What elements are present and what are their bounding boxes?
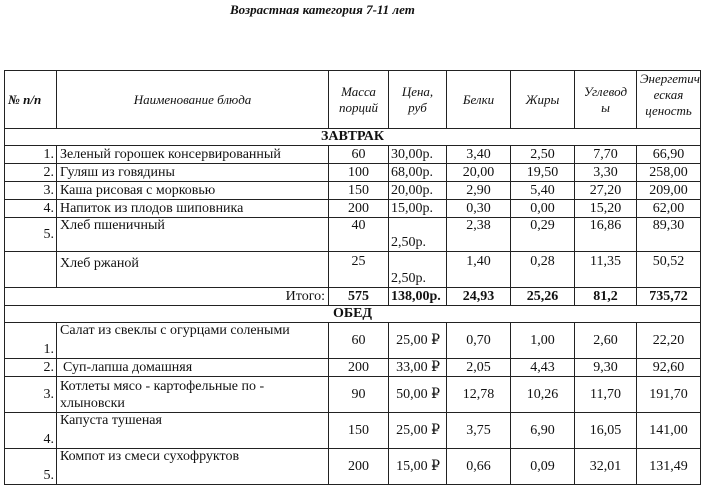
row-name: Салат из свеклы с огурцами солеными — [57, 323, 329, 359]
row-energy: 131,49 — [637, 449, 701, 485]
header-name: Наименование блюда — [57, 71, 329, 129]
row-energy: 66,90 — [637, 146, 701, 164]
row-price: 15,00 ₽ — [389, 449, 447, 485]
total-fat: 25,26 — [511, 288, 575, 306]
row-carbs: 3,30 — [575, 164, 637, 182]
table-row — [5, 413, 701, 449]
table-row — [5, 200, 701, 218]
total-row — [5, 288, 701, 306]
total-price: 138,00р. — [389, 288, 447, 306]
row-name: Каша рисовая с морковью — [57, 182, 329, 200]
section-lunch — [5, 306, 701, 323]
row-num: 5. — [5, 218, 57, 252]
section-title: ОБЕД — [5, 306, 701, 323]
row-mass: 25 — [329, 252, 389, 288]
row-fat: 1,00 — [511, 323, 575, 359]
row-energy: 258,00 — [637, 164, 701, 182]
row-num: 5. — [5, 449, 57, 485]
row-carbs: 16,05 — [575, 413, 637, 449]
section-breakfast — [5, 129, 701, 146]
row-fat: 0,00 — [511, 200, 575, 218]
row-energy: 50,52 — [637, 252, 701, 288]
row-protein: 2,38 — [447, 218, 511, 252]
row-protein: 3,75 — [447, 413, 511, 449]
row-fat: 0,29 — [511, 218, 575, 252]
row-mass: 200 — [329, 449, 389, 485]
row-price: 33,00 ₽ — [389, 359, 447, 377]
row-mass: 90 — [329, 377, 389, 413]
row-name: Хлеб ржаной — [57, 252, 329, 288]
age-category-subtitle: Возрастная категория 7-11 лет — [230, 2, 415, 17]
row-num: 2. — [5, 164, 57, 182]
header-row — [5, 71, 701, 129]
row-fat: 0,28 — [511, 252, 575, 288]
row-energy: 62,00 — [637, 200, 701, 218]
row-protein: 3,40 — [447, 146, 511, 164]
header-num: № п/п — [5, 71, 57, 129]
row-price: 30,00р. — [389, 146, 447, 164]
header-energy: Энергетич еская ценость — [637, 71, 701, 129]
row-carbs: 32,01 — [575, 449, 637, 485]
row-num: 3. — [5, 182, 57, 200]
header-protein: Белки — [447, 71, 511, 129]
table-row — [5, 182, 701, 200]
total-carbs: 81,2 — [575, 288, 637, 306]
row-mass: 40 — [329, 218, 389, 252]
row-carbs: 11,70 — [575, 377, 637, 413]
row-protein: 0,30 — [447, 200, 511, 218]
table-row — [5, 164, 701, 182]
row-price: 20,00р. — [389, 182, 447, 200]
row-mass: 200 — [329, 200, 389, 218]
table-row — [5, 146, 701, 164]
row-price: 25,00 ₽ — [389, 413, 447, 449]
row-num: 4. — [5, 200, 57, 218]
row-carbs: 11,35 — [575, 252, 637, 288]
row-num: 1. — [5, 323, 57, 359]
total-label: Итого: — [5, 288, 329, 306]
row-protein: 12,78 — [447, 377, 511, 413]
table-row — [5, 359, 701, 377]
row-name: Хлеб пшеничный — [57, 218, 329, 252]
row-energy: 22,20 — [637, 323, 701, 359]
row-name: Капуста тушеная — [57, 413, 329, 449]
total-mass: 575 — [329, 288, 389, 306]
row-carbs: 9,30 — [575, 359, 637, 377]
row-protein: 2,90 — [447, 182, 511, 200]
row-fat: 2,50 — [511, 146, 575, 164]
row-price: 68,00р. — [389, 164, 447, 182]
row-carbs: 16,86 — [575, 218, 637, 252]
row-name-line1: Котлеты мясо - картофельные по - — [60, 378, 265, 394]
row-fat: 5,40 — [511, 182, 575, 200]
row-price: 2,50р. — [389, 252, 447, 288]
row-mass: 150 — [329, 182, 389, 200]
row-fat: 6,90 — [511, 413, 575, 449]
row-energy: 92,60 — [637, 359, 701, 377]
row-name: Гуляш из говядины — [57, 164, 329, 182]
row-energy: 191,70 — [637, 377, 701, 413]
total-energy: 735,72 — [637, 288, 701, 306]
row-name: Компот из смеси сухофруктов — [57, 449, 329, 485]
row-price: 25,00 ₽ — [389, 323, 447, 359]
row-mass: 100 — [329, 164, 389, 182]
row-num: 1. — [5, 146, 57, 164]
table-row — [5, 449, 701, 485]
row-name: Зеленый горошек консервированный — [57, 146, 329, 164]
row-mass: 60 — [329, 146, 389, 164]
section-title: ЗАВТРАК — [5, 129, 701, 146]
row-mass: 150 — [329, 413, 389, 449]
header-carbs: Углевод ы — [575, 71, 637, 129]
row-price: 15,00р. — [389, 200, 447, 218]
row-mass: 60 — [329, 323, 389, 359]
table-row — [5, 218, 701, 252]
header-fat: Жиры — [511, 71, 575, 129]
table-row — [5, 252, 701, 288]
header-price: Цена, руб — [389, 71, 447, 129]
row-carbs: 15,20 — [575, 200, 637, 218]
menu-table — [4, 70, 701, 485]
row-num: 3. — [5, 377, 57, 413]
row-energy: 141,00 — [637, 413, 701, 449]
row-mass: 200 — [329, 359, 389, 377]
row-price: 50,00 ₽ — [389, 377, 447, 413]
row-energy: 89,30 — [637, 218, 701, 252]
row-protein: 0,66 — [447, 449, 511, 485]
row-num: 4. — [5, 413, 57, 449]
table-row — [5, 377, 701, 413]
row-carbs: 27,20 — [575, 182, 637, 200]
row-price: 2,50р. — [389, 218, 447, 252]
table-row — [5, 323, 701, 359]
row-num: 2. — [5, 359, 57, 377]
row-name-line2: хлыновски — [60, 395, 125, 411]
row-protein: 1,40 — [447, 252, 511, 288]
row-fat: 4,43 — [511, 359, 575, 377]
row-carbs: 2,60 — [575, 323, 637, 359]
row-name — [57, 377, 329, 413]
row-name: Суп-лапша домашняя — [57, 359, 329, 377]
row-energy: 209,00 — [637, 182, 701, 200]
row-protein: 20,00 — [447, 164, 511, 182]
header-mass: Масса порций — [329, 71, 389, 129]
row-num — [5, 252, 57, 288]
total-protein: 24,93 — [447, 288, 511, 306]
row-carbs: 7,70 — [575, 146, 637, 164]
row-name: Напиток из плодов шиповника — [57, 200, 329, 218]
row-protein: 2,05 — [447, 359, 511, 377]
row-fat: 0,09 — [511, 449, 575, 485]
row-protein: 0,70 — [447, 323, 511, 359]
row-fat: 19,50 — [511, 164, 575, 182]
row-fat: 10,26 — [511, 377, 575, 413]
